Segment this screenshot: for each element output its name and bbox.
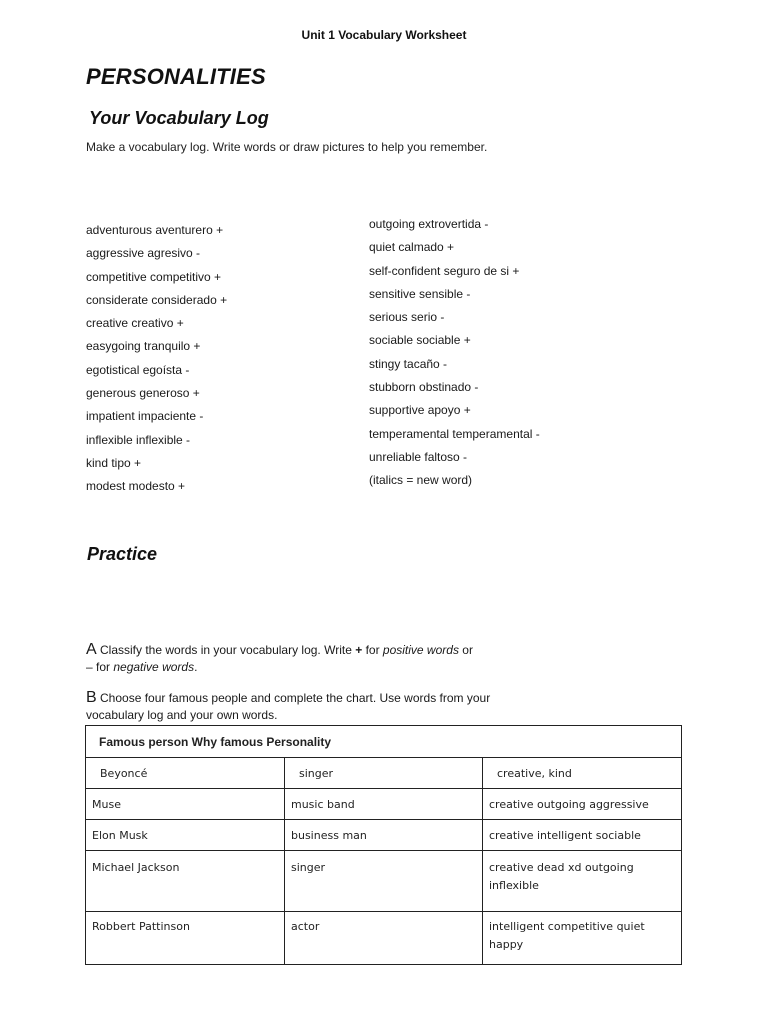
- vocab-item: kind tipo +: [86, 455, 142, 470]
- table-row: [86, 912, 682, 965]
- vocab-item: considerate considerado +: [86, 292, 228, 307]
- vocab-item: aggressive agresivo -: [86, 246, 201, 261]
- person-cell[interactable]: Michael Jackson: [86, 851, 285, 912]
- practice-title: Practice: [87, 544, 158, 564]
- personality-cell[interactable]: creative intelligent sociable: [483, 820, 682, 851]
- vocab-item: easygoing tranquilo +: [86, 339, 201, 354]
- vocab-item: creative creativo +: [86, 316, 184, 331]
- vocab-item: quiet calmado +: [369, 240, 455, 255]
- task-a-positive: positive words: [382, 643, 459, 657]
- table-row: [86, 758, 682, 789]
- task-b-letter: B: [86, 689, 97, 706]
- task-a-text: or: [458, 643, 473, 657]
- task-a-text: for: [362, 643, 383, 657]
- personality-cell[interactable]: creative, kind: [483, 758, 682, 789]
- vocab-item: unreliable faltoso -: [369, 449, 468, 464]
- person-cell[interactable]: Robbert Pattinson: [86, 912, 285, 965]
- vocabulary-log-title: Your Vocabulary Log: [89, 108, 269, 128]
- task-a-negative: negative words: [113, 659, 195, 674]
- vocab-note: (italics = new word): [369, 473, 473, 488]
- vocab-item: sensitive sensible -: [369, 286, 471, 301]
- table-row: [86, 851, 682, 912]
- vocab-item: stubborn obstinado -: [369, 380, 479, 395]
- task-a-plus: +: [355, 643, 363, 657]
- chart-header: Famous person Why famous Personality: [86, 726, 682, 758]
- task-a-instruction: [86, 642, 516, 675]
- task-a-text: – for: [86, 659, 114, 674]
- worksheet-header: Unit 1 Vocabulary Worksheet: [301, 28, 467, 42]
- personality-cell[interactable]: creative outgoing aggressive: [483, 789, 682, 820]
- vocabulary-list-right: [369, 213, 540, 493]
- person-cell[interactable]: Beyoncé: [86, 758, 285, 789]
- vocab-item: stingy tacaño -: [369, 356, 448, 371]
- vocab-item: competitive competitivo +: [86, 269, 222, 284]
- task-b-instruction: [86, 690, 526, 723]
- famous-people-chart: [85, 725, 682, 965]
- task-a-letter: A: [86, 641, 97, 658]
- task-a-text: Classify the words in your vocabulary log. Write: [96, 643, 356, 657]
- vocabulary-log-instruction: Make a vocabulary log. Write words or draw pictures to help you remember.: [86, 140, 488, 154]
- vocab-item: adventurous aventurero +: [86, 223, 224, 237]
- vocab-item: self-confident seguro de si +: [369, 263, 520, 278]
- vocab-item: temperamental temperamental -: [369, 426, 540, 441]
- vocab-item: generous generoso +: [86, 386, 200, 401]
- vocab-item: sociable sociable +: [369, 333, 471, 348]
- vocab-item: impatient impaciente -: [86, 409, 204, 424]
- vocab-item: serious serio -: [369, 310, 445, 325]
- chart-header-row: [86, 726, 682, 758]
- person-cell[interactable]: Muse: [86, 789, 285, 820]
- personality-cell[interactable]: creative dead xd outgoing inflexible: [483, 851, 682, 912]
- vocabulary-list-left: [86, 219, 227, 499]
- table-row: [86, 820, 682, 851]
- why-famous-cell[interactable]: singer: [285, 758, 483, 789]
- task-b-text: Choose four famous people and complete the chart. Use words from your vocabulary log and your own words.: [86, 691, 491, 722]
- vocab-item: outgoing extrovertida -: [369, 217, 489, 231]
- why-famous-cell[interactable]: actor: [285, 912, 483, 965]
- vocab-item: inflexible inflexible -: [86, 432, 191, 447]
- personality-cell[interactable]: intelligent competitive quiet happy: [483, 912, 682, 965]
- page-title: PERSONALITIES: [86, 64, 266, 89]
- why-famous-cell[interactable]: music band: [285, 789, 483, 820]
- why-famous-cell[interactable]: singer: [285, 851, 483, 912]
- vocab-item: egotistical egoísta -: [86, 362, 190, 377]
- vocab-item: supportive apoyo +: [369, 403, 471, 418]
- table-row: [86, 789, 682, 820]
- person-cell[interactable]: Elon Musk: [86, 820, 285, 851]
- task-a-text: .: [194, 659, 198, 674]
- vocab-item: modest modesto +: [86, 479, 186, 494]
- why-famous-cell[interactable]: business man: [285, 820, 483, 851]
